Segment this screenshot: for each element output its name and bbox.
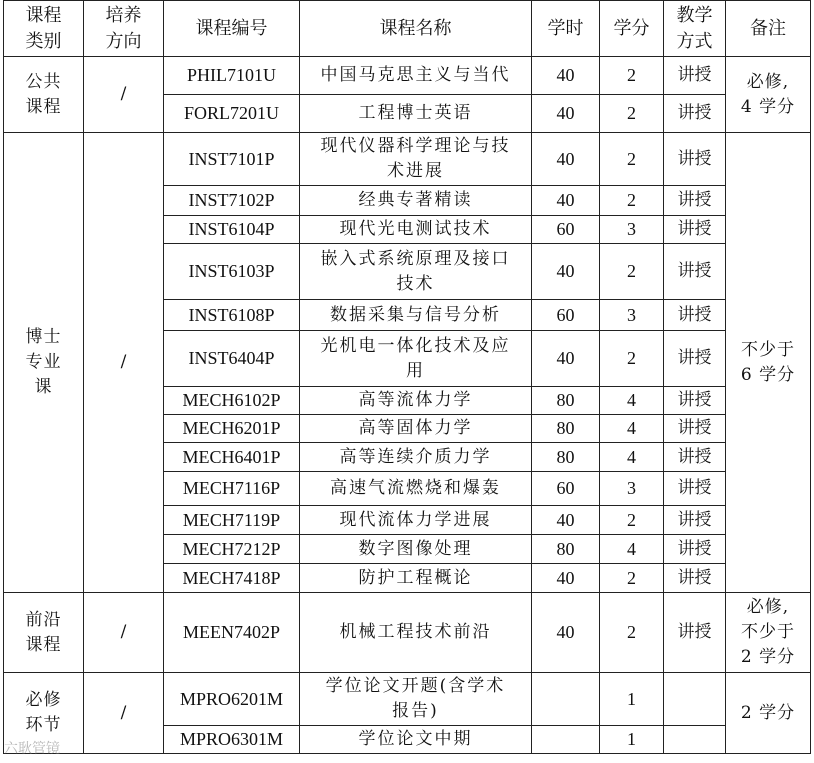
course-method: 讲授 bbox=[664, 331, 726, 387]
course-code: INST6108P bbox=[164, 300, 300, 331]
course-table bbox=[3, 0, 811, 754]
remark-cell-phd: 不少于 6 学分 bbox=[726, 133, 811, 593]
remark-cell-required: 2 学分 bbox=[726, 673, 811, 754]
course-credits: 2 bbox=[600, 506, 664, 535]
course-hours: 80 bbox=[532, 443, 600, 472]
course-credits: 1 bbox=[600, 726, 664, 754]
watermark: 六耿管镜 bbox=[4, 741, 60, 757]
course-name: 高等固体力学 bbox=[300, 415, 532, 443]
course-code: MECH7418P bbox=[164, 564, 300, 593]
course-hours: 60 bbox=[532, 216, 600, 244]
course-credits: 4 bbox=[600, 387, 664, 415]
header-category: 课程 类别 bbox=[4, 1, 84, 57]
course-hours: 40 bbox=[532, 564, 600, 593]
course-credits: 3 bbox=[600, 216, 664, 244]
course-hours: 40 bbox=[532, 244, 600, 300]
course-code: MEEN7402P bbox=[164, 593, 300, 673]
course-credits: 2 bbox=[600, 244, 664, 300]
course-hours bbox=[532, 726, 600, 754]
header-name: 课程名称 bbox=[300, 1, 532, 57]
course-hours: 60 bbox=[532, 472, 600, 506]
course-code: FORL7201U bbox=[164, 95, 300, 133]
course-hours: 40 bbox=[532, 57, 600, 95]
course-hours: 40 bbox=[532, 593, 600, 673]
course-name: 防护工程概论 bbox=[300, 564, 532, 593]
table-row bbox=[4, 593, 811, 673]
header-method: 教学 方式 bbox=[664, 1, 726, 57]
course-code: MECH6102P bbox=[164, 387, 300, 415]
course-code: INST6404P bbox=[164, 331, 300, 387]
course-hours: 40 bbox=[532, 133, 600, 186]
remark-cell-frontier: 必修, 不少于 2 学分 bbox=[726, 593, 811, 673]
course-code: MECH7116P bbox=[164, 472, 300, 506]
course-code: INST7101P bbox=[164, 133, 300, 186]
course-hours: 80 bbox=[532, 535, 600, 564]
header-credits: 学分 bbox=[600, 1, 664, 57]
header-direction: 培养 方向 bbox=[84, 1, 164, 57]
course-name: 现代流体力学进展 bbox=[300, 506, 532, 535]
course-method bbox=[664, 673, 726, 726]
course-credits: 2 bbox=[600, 593, 664, 673]
course-method: 讲授 bbox=[664, 300, 726, 331]
course-method: 讲授 bbox=[664, 95, 726, 133]
category-cell-required: 必修 环节 bbox=[4, 673, 84, 754]
course-hours: 40 bbox=[532, 95, 600, 133]
course-hours: 40 bbox=[532, 186, 600, 216]
course-hours bbox=[532, 673, 600, 726]
course-method: 讲授 bbox=[664, 387, 726, 415]
course-method: 讲授 bbox=[664, 593, 726, 673]
course-name: 高速气流燃烧和爆轰 bbox=[300, 472, 532, 506]
course-method: 讲授 bbox=[664, 57, 726, 95]
course-method: 讲授 bbox=[664, 443, 726, 472]
course-method: 讲授 bbox=[664, 472, 726, 506]
direction-cell-public: / bbox=[84, 57, 164, 133]
course-method: 讲授 bbox=[664, 133, 726, 186]
header-row bbox=[4, 1, 811, 57]
course-code: MPRO6201M bbox=[164, 673, 300, 726]
direction-cell-frontier: / bbox=[84, 593, 164, 673]
course-name: 机械工程技术前沿 bbox=[300, 593, 532, 673]
course-name: 工程博士英语 bbox=[300, 95, 532, 133]
course-name: 现代光电测试技术 bbox=[300, 216, 532, 244]
course-hours: 40 bbox=[532, 506, 600, 535]
course-hours: 40 bbox=[532, 331, 600, 387]
course-credits: 4 bbox=[600, 535, 664, 564]
course-code: INST6104P bbox=[164, 216, 300, 244]
course-credits: 2 bbox=[600, 186, 664, 216]
category-cell-phd: 博士 专业 课 bbox=[4, 133, 84, 593]
course-code: MPRO6301M bbox=[164, 726, 300, 754]
course-method: 讲授 bbox=[664, 244, 726, 300]
course-name: 学位论文开题(含学术 报告) bbox=[300, 673, 532, 726]
course-credits: 2 bbox=[600, 95, 664, 133]
course-credits: 3 bbox=[600, 300, 664, 331]
header-hours: 学时 bbox=[532, 1, 600, 57]
table-row bbox=[4, 673, 811, 726]
course-method: 讲授 bbox=[664, 216, 726, 244]
course-code: INST7102P bbox=[164, 186, 300, 216]
course-credits: 2 bbox=[600, 564, 664, 593]
header-code: 课程编号 bbox=[164, 1, 300, 57]
course-code: MECH7119P bbox=[164, 506, 300, 535]
course-name: 高等流体力学 bbox=[300, 387, 532, 415]
course-credits: 4 bbox=[600, 443, 664, 472]
table-row bbox=[4, 57, 811, 95]
category-cell-frontier: 前沿 课程 bbox=[4, 593, 84, 673]
category-cell-public: 公共 课程 bbox=[4, 57, 84, 133]
course-method: 讲授 bbox=[664, 564, 726, 593]
course-name: 嵌入式系统原理及接口 技术 bbox=[300, 244, 532, 300]
course-name: 中国马克思主义与当代 bbox=[300, 57, 532, 95]
course-credits: 3 bbox=[600, 472, 664, 506]
course-hours: 80 bbox=[532, 415, 600, 443]
course-credits: 4 bbox=[600, 415, 664, 443]
course-credits: 2 bbox=[600, 133, 664, 186]
header-remark: 备注 bbox=[726, 1, 811, 57]
course-name: 现代仪器科学理论与技 术进展 bbox=[300, 133, 532, 186]
course-method: 讲授 bbox=[664, 186, 726, 216]
course-name: 经典专著精读 bbox=[300, 186, 532, 216]
course-method: 讲授 bbox=[664, 506, 726, 535]
course-hours: 80 bbox=[532, 387, 600, 415]
course-credits: 2 bbox=[600, 331, 664, 387]
course-name: 高等连续介质力学 bbox=[300, 443, 532, 472]
course-method: 讲授 bbox=[664, 535, 726, 564]
course-hours: 60 bbox=[532, 300, 600, 331]
course-code: MECH7212P bbox=[164, 535, 300, 564]
direction-cell-phd: / bbox=[84, 133, 164, 593]
course-code: MECH6401P bbox=[164, 443, 300, 472]
course-name: 数据采集与信号分析 bbox=[300, 300, 532, 331]
course-code: INST6103P bbox=[164, 244, 300, 300]
course-name: 学位论文中期 bbox=[300, 726, 532, 754]
course-method: 讲授 bbox=[664, 415, 726, 443]
direction-cell-required: / bbox=[84, 673, 164, 754]
course-credits: 2 bbox=[600, 57, 664, 95]
course-code: PHIL7101U bbox=[164, 57, 300, 95]
remark-cell-public: 必修, 4 学分 bbox=[726, 57, 811, 133]
course-name: 光机电一体化技术及应 用 bbox=[300, 331, 532, 387]
table-row bbox=[4, 133, 811, 186]
course-method bbox=[664, 726, 726, 754]
course-code: MECH6201P bbox=[164, 415, 300, 443]
course-name: 数字图像处理 bbox=[300, 535, 532, 564]
course-credits: 1 bbox=[600, 673, 664, 726]
